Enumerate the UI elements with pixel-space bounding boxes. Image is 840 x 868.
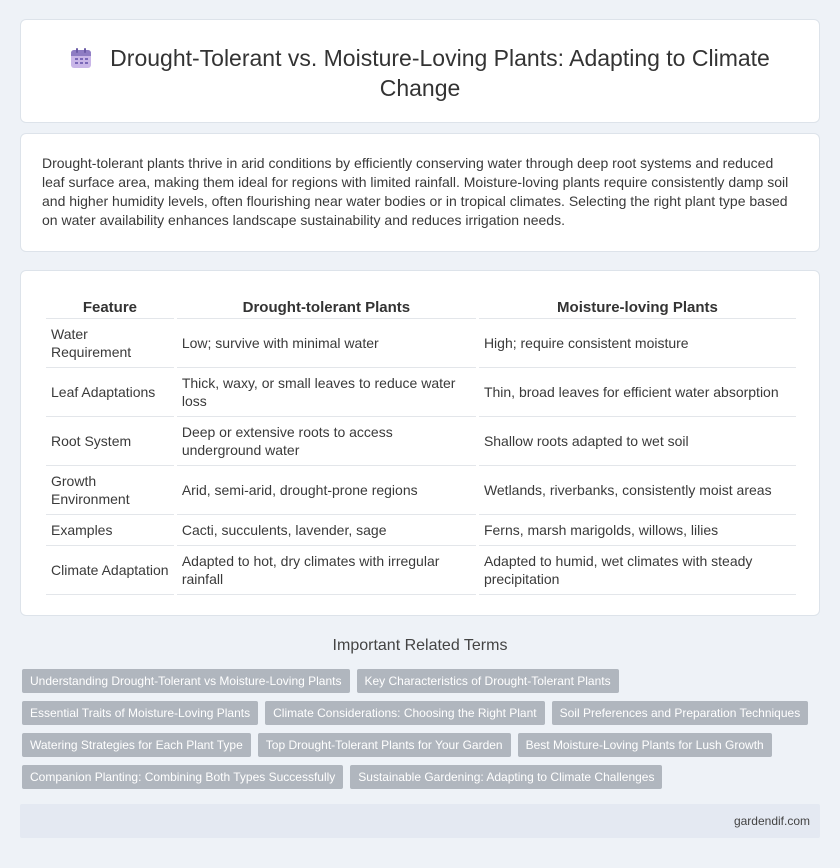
table-row — [46, 466, 796, 515]
comparison-table — [43, 296, 799, 595]
related-term-tag[interactable]: Companion Planting: Combining Both Types Successfully — [22, 765, 343, 789]
related-terms-title: Important Related Terms — [332, 637, 508, 654]
table-row — [46, 546, 796, 595]
table-cell: Cacti, succulents, lavender, sage — [177, 515, 476, 546]
footer — [20, 804, 820, 838]
table-row — [46, 319, 796, 368]
related-term-tag[interactable]: Watering Strategies for Each Plant Type — [22, 733, 251, 757]
footer-site-link[interactable]: gardendif.com — [733, 814, 810, 828]
table-cell: Climate Adaptation — [46, 546, 174, 595]
related-term-tag[interactable]: Key Characteristics of Drought-Tolerant Plants — [357, 669, 619, 693]
calendar-icon — [70, 47, 92, 69]
table-header-moisture: Moisture-loving Plants — [479, 296, 796, 319]
table-cell: Wetlands, riverbanks, consistently moist areas — [479, 466, 796, 515]
related-term-tag[interactable]: Climate Considerations: Choosing the Right Plant — [265, 701, 544, 725]
comparison-table-card — [20, 270, 820, 616]
table-cell: Low; survive with minimal water — [177, 319, 476, 368]
related-term-tag[interactable]: Best Moisture-Loving Plants for Lush Growth — [518, 733, 772, 757]
table-row — [46, 515, 796, 546]
related-term-tag[interactable]: Soil Preferences and Preparation Techniques — [552, 701, 809, 725]
table-row — [46, 368, 796, 417]
intro-paragraph: Drought-tolerant plants thrive in arid conditions by efficiently conserving water through deep root systems and reduced leaf surface area, making them ideal for regions with limited rainfall. Moisture-loving plants require consistently damp soil and higher humidity levels, often flourishing near water bodies or in tropical climates. Selecting the right plant type based on water availability enhances landscape sustainability and reduces irrigation needs. — [42, 155, 789, 228]
table-cell: Adapted to hot, dry climates with irregular rainfall — [177, 546, 476, 595]
table-cell: High; require consistent moisture — [479, 319, 796, 368]
related-term-tag[interactable]: Essential Traits of Moisture-Loving Plants — [22, 701, 258, 725]
related-term-tag[interactable]: Sustainable Gardening: Adapting to Climate Challenges — [350, 765, 662, 789]
table-cell: Arid, semi-arid, drought-prone regions — [177, 466, 476, 515]
table-cell: Ferns, marsh marigolds, willows, lilies — [479, 515, 796, 546]
table-cell: Deep or extensive roots to access underground water — [177, 417, 476, 466]
table-cell: Examples — [46, 515, 174, 546]
table-header-drought: Drought-tolerant Plants — [177, 296, 476, 319]
related-terms-list — [22, 669, 822, 797]
page-title — [21, 43, 819, 103]
table-header-feature: Feature — [46, 296, 174, 319]
intro-card — [20, 133, 820, 252]
table-cell: Leaf Adaptations — [46, 368, 174, 417]
related-term-tag[interactable]: Top Drought-Tolerant Plants for Your Garden — [258, 733, 511, 757]
header-card — [20, 19, 820, 123]
related-term-tag[interactable]: Understanding Drought-Tolerant vs Moisture-Loving Plants — [22, 669, 350, 693]
table-cell: Thick, waxy, or small leaves to reduce water loss — [177, 368, 476, 417]
table-cell: Water Requirement — [46, 319, 174, 368]
page-title-text: Drought-Tolerant vs. Moisture-Loving Plants: Adapting to Climate Change — [110, 45, 770, 101]
table-cell: Growth Environment — [46, 466, 174, 515]
table-cell: Shallow roots adapted to wet soil — [479, 417, 796, 466]
table-cell: Thin, broad leaves for efficient water absorption — [479, 368, 796, 417]
table-cell: Adapted to humid, wet climates with steady precipitation — [479, 546, 796, 595]
table-cell: Root System — [46, 417, 174, 466]
table-row — [46, 417, 796, 466]
